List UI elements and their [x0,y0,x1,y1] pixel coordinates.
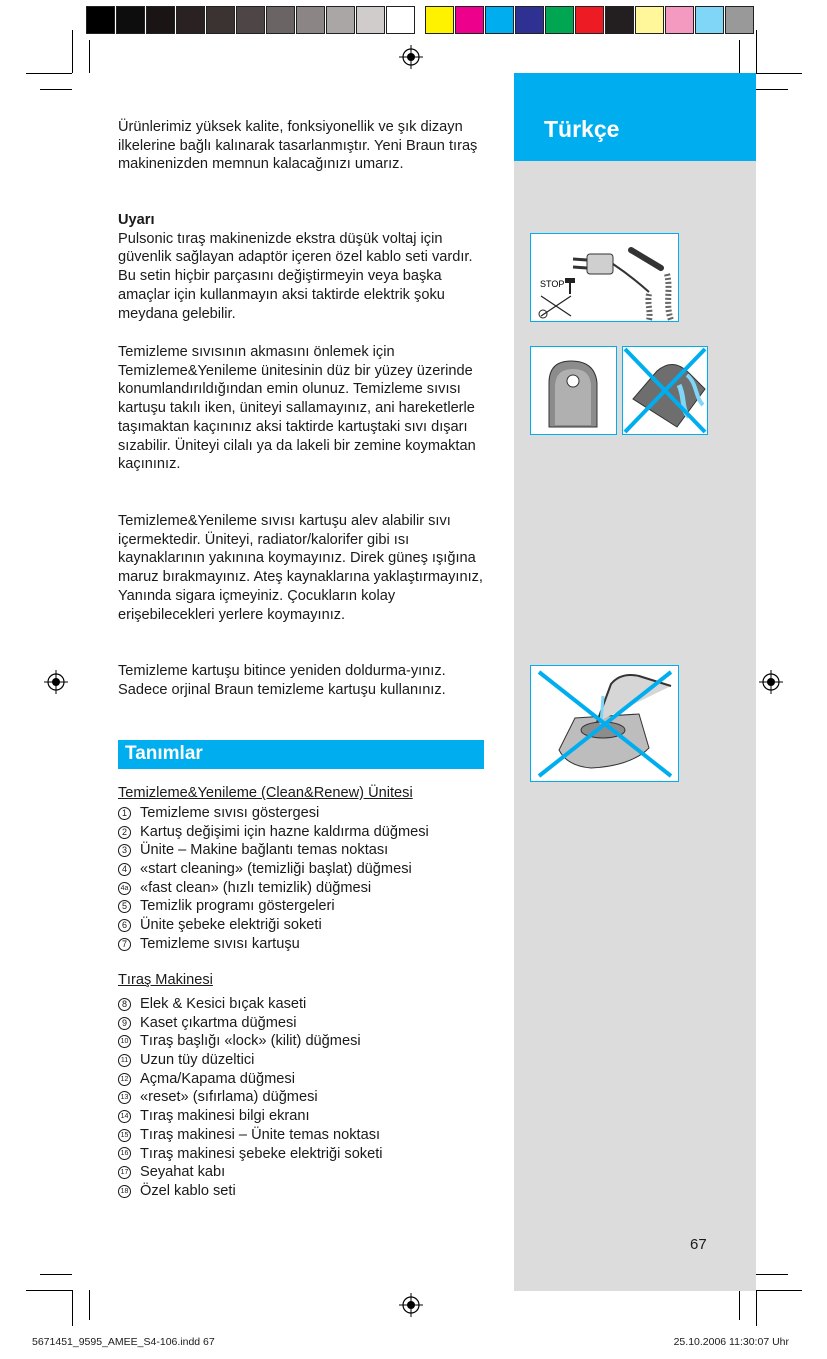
color-swatch [455,6,484,34]
color-swatch [146,6,175,34]
color-swatch [266,6,295,34]
item-number-badge: 3 [118,844,131,857]
item-label: Tıraş makinesi – Ünite temas noktası [140,1126,381,1143]
item-number-badge: 10 [118,1035,131,1048]
list-item [118,1182,488,1201]
list-item [118,1014,488,1033]
list-item [118,1126,488,1145]
list-item [118,995,488,1014]
item-number-badge: 2 [118,826,131,839]
color-swatch [356,6,385,34]
item-number-badge: 7 [118,938,131,951]
item-label: Ünite – Makine bağlantı temas noktası [140,842,389,859]
warning-paragraph-4-block [118,662,488,699]
item-number-badge: 13 [118,1091,131,1104]
language-title: Türkçe [544,116,620,142]
color-swatch [425,6,454,34]
item-label: Temizlik programı göstergeleri [140,898,335,915]
warning-heading: Uyarı [118,212,155,228]
list-item [118,1051,488,1070]
color-swatch [176,6,205,34]
item-number-badge: 8 [118,998,131,1011]
unit-icon [531,347,616,434]
list-item [118,1032,488,1051]
shaver-heading: Tıraş Makinesi [118,972,213,988]
item-number-badge: 1 [118,807,131,820]
registration-target-left [44,670,68,694]
list-item [118,916,488,935]
footer-timestamp: 25.10.2006 11:30:07 Uhr [673,1336,789,1348]
item-label: «reset» (sıfırlama) düğmesi [140,1089,318,1106]
color-swatch [515,6,544,34]
item-label: Kaset çıkartma düğmesi [140,1014,297,1031]
color-registration-strip [86,6,755,36]
item-label: Tıraş makinesi şebeke elektriği soketi [140,1145,383,1162]
footer-file: 5671451_9595_AMEE_S4-106.indd 67 [32,1336,215,1348]
color-swatch [665,6,694,34]
list-item [118,1088,488,1107]
color-swatch [86,6,115,34]
list-item [118,1070,488,1089]
cable-set-illustration [530,233,679,322]
unit-heading: Temizleme&Yenileme (Clean&Renew) Ünitesi [118,785,413,801]
warning-paragraph-4: Temizleme kartuşu bitince yeniden doldurma-yınız. Sadece orjinal Braun temizleme kartuşu kullanınız. [118,663,446,698]
item-number-badge: 12 [118,1073,131,1086]
registration-target-top [399,45,423,69]
color-swatch [296,6,325,34]
list-item [118,841,488,860]
color-swatch [236,6,265,34]
color-swatch [116,6,145,34]
item-number-badge: 15 [118,1129,131,1142]
color-swatch [635,6,664,34]
tilt-spill-icon [623,347,707,434]
list-item [118,1107,488,1126]
color-swatch [695,6,724,34]
item-label: Tıraş başlığı «lock» (kilit) düğmesi [140,1033,361,1050]
item-number-badge: 11 [118,1054,131,1067]
item-label: Elek & Kesici bıçak kaseti [140,996,307,1012]
item-number-badge: 16 [118,1147,131,1160]
item-label: Seyahat kabı [140,1164,226,1181]
list-item [118,1145,488,1164]
item-label: Özel kablo seti [140,1182,236,1199]
list-item [118,1163,488,1182]
item-label: Ünite şebeke elektriği soketi [140,917,322,934]
item-number-badge: 4a [118,882,131,895]
item-number-badge: 6 [118,919,131,932]
color-swatch [575,6,604,34]
color-swatch [326,6,355,34]
page-number: 67 [690,1236,707,1253]
item-number-badge: 4 [118,863,131,876]
intro-text: Ürünlerimiz yüksek kalite, fonksiyonellik ve şık dizayn ilkelerine bağlı kalınarak tasarlanmıştır. Yeni Braun tıraş makinenizden memnun kalacağınızı umarız. [118,119,478,173]
no-refill-illustration [530,665,679,782]
item-label: «fast clean» (hızlı temizlik) düğmesi [140,879,372,896]
item-label: Tıraş makinesi bilgi ekranı [140,1108,310,1125]
item-number-badge: 18 [118,1185,131,1198]
warning-paragraph-2: Temizleme sıvısının akmasını önlemek için Temizleme&Yenileme ünitesinin düz bir yüzey üzerinde konumlandırıldığından emin olunuz. Temizleme sıvısı kartuşu takılı iken, üniteyi sallamayınız, ani hareketlerle taşımaktan kaçınınız aksi taktirde kartuştaki sıvı dışarı sızabilir. Üniteyi cilalı ya da lakeli bir zemine koymaktan kaçınınız. [118,344,476,473]
shaver-parts-list [118,995,488,1201]
warning-paragraph-2-block [118,343,488,474]
unit-parts-list [118,804,488,954]
color-swatch [386,6,415,34]
item-label: Uzun tüy düzeltici [140,1052,255,1069]
item-label: Kartuş değişimi için hazne kaldırma düğmesi [140,823,429,840]
item-number-badge: 14 [118,1110,131,1123]
pour-prohibited-icon [531,666,678,781]
cleaning-unit-illustration [530,346,617,435]
list-item [118,897,488,916]
warning-section [118,211,488,323]
item-number-badge: 5 [118,900,131,913]
item-label: Temizleme sıvısı göstergesi [140,805,320,821]
list-item [118,860,488,879]
color-swatch [485,6,514,34]
list-item [118,823,488,842]
item-label: Açma/Kapama düğmesi [140,1070,295,1087]
color-swatch [605,6,634,34]
cable-plug-icon [531,234,678,321]
color-swatch [725,6,754,34]
warning-paragraph-3: Temizleme&Yenileme sıvısı kartuşu alev alabilir sıvı içermektedir. Üniteyi, radiator/kalorifer gibi ısı kaynaklarının yakınına koymayınız. Direk güneş ışığına maruz bırakmayınız. Ateş kaynaklarına yaklaştırmayınız, Yanında sigara içmeyiniz. Çocukların kolay erişebilecekleri yerlere koymayınız. [118,513,483,623]
list-item [118,935,488,954]
list-item [118,879,488,898]
intro-paragraph [118,118,488,174]
color-swatch [206,6,235,34]
registration-target-bottom [399,1293,423,1317]
item-number-badge: 17 [118,1166,131,1179]
item-label: Temizleme sıvısı kartuşu [140,935,300,952]
warning-paragraph-1: Pulsonic tıraş makinenizde ekstra düşük voltaj için güvenlik sağlayan adaptör içeren özel kablo seti vardır. Bu setin hiçbir parçasını değiştirmeyin veya başka amaçlar için kullanmayın aksi taktirde elektrik şoku meydana gelebilir. [118,230,473,322]
registration-target-right [759,670,783,694]
warning-paragraph-3-block [118,512,488,624]
svg-text:STOP: STOP [540,279,565,289]
list-item [118,804,488,823]
no-tilt-illustration [622,346,708,435]
item-number-badge: 9 [118,1017,131,1030]
item-label: «start cleaning» (temizliği başlat) düğmesi [140,861,412,878]
color-swatch [545,6,574,34]
definitions-title: Tanımlar [125,743,203,764]
